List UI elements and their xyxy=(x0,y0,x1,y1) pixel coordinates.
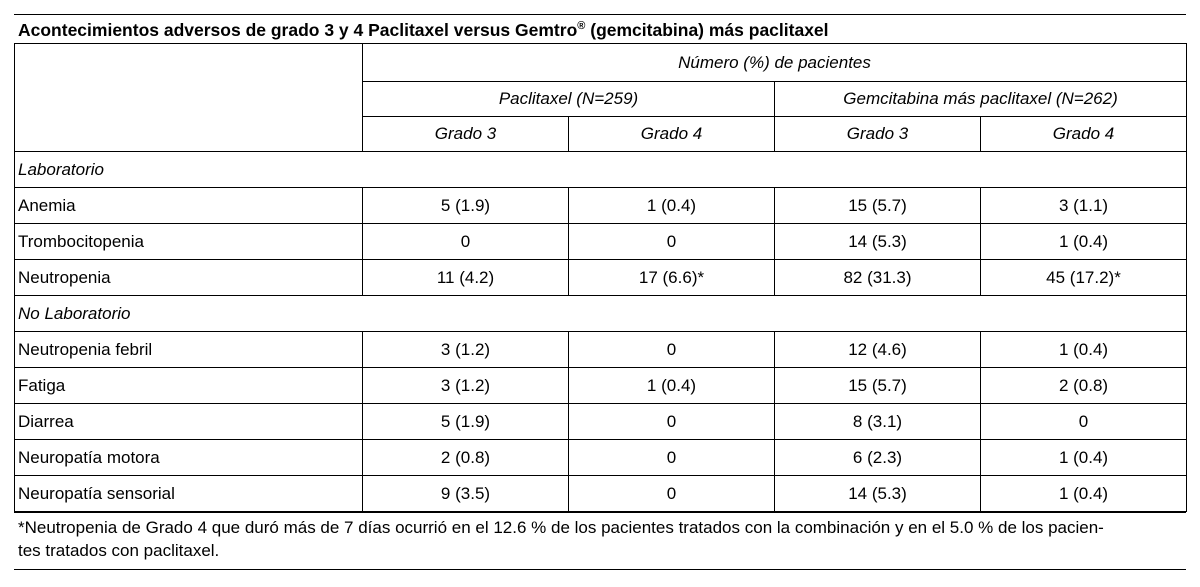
section-row xyxy=(15,152,1187,188)
value-cell: 1 (0.4) xyxy=(981,476,1187,512)
value-cell: 14 (5.3) xyxy=(775,476,981,512)
event-name: Neuropatía sensorial xyxy=(15,476,363,512)
value-cell: 2 (0.8) xyxy=(363,440,569,476)
title-main: Acontecimientos adversos de grado 3 y 4 Paclitaxel versus Gemtro xyxy=(18,20,578,40)
table-row xyxy=(15,404,1187,440)
table-row xyxy=(15,476,1187,512)
header-empty-cell xyxy=(15,44,363,152)
table-row xyxy=(15,224,1187,260)
value-cell: 0 xyxy=(363,224,569,260)
header-row-count xyxy=(15,44,1187,82)
registered-mark: ® xyxy=(577,20,586,33)
value-cell: 6 (2.3) xyxy=(775,440,981,476)
value-cell: 9 (3.5) xyxy=(363,476,569,512)
event-name: Diarrea xyxy=(15,404,363,440)
event-name: Neuropatía motora xyxy=(15,440,363,476)
number-label: Número (%) de pacientes xyxy=(363,44,1187,82)
value-cell: 1 (0.4) xyxy=(569,188,775,224)
value-cell: 2 (0.8) xyxy=(981,368,1187,404)
value-cell: 0 xyxy=(569,332,775,368)
value-cell: 1 (0.4) xyxy=(569,368,775,404)
table-row xyxy=(15,188,1187,224)
value-cell: 11 (4.2) xyxy=(363,260,569,296)
value-cell: 5 (1.9) xyxy=(363,188,569,224)
bottom-rule xyxy=(14,569,1186,570)
value-cell: 3 (1.1) xyxy=(981,188,1187,224)
title-rest: (gemcitabina) más paclitaxel xyxy=(585,20,829,40)
grade-header: Grado 3 xyxy=(775,117,981,152)
footnote-line-1: *Neutropenia de Grado 4 que duró más de 7 días ocurrió en el 12.6 % de los pacientes tratados con la combinación y en el 5.0 % de los pacien- xyxy=(18,518,1104,537)
table-row xyxy=(15,260,1187,296)
value-cell: 12 (4.6) xyxy=(775,332,981,368)
event-name: Neutropenia febril xyxy=(15,332,363,368)
value-cell: 15 (5.7) xyxy=(775,368,981,404)
table-title xyxy=(14,15,1186,43)
value-cell: 82 (31.3) xyxy=(775,260,981,296)
value-cell: 3 (1.2) xyxy=(363,368,569,404)
grade-header: Grado 4 xyxy=(981,117,1187,152)
value-cell: 1 (0.4) xyxy=(981,224,1187,260)
table-row xyxy=(15,368,1187,404)
value-cell: 1 (0.4) xyxy=(981,440,1187,476)
table-row xyxy=(15,440,1187,476)
value-cell: 8 (3.1) xyxy=(775,404,981,440)
group-gemcitabina-paclitaxel: Gemcitabina más paclitaxel (N=262) xyxy=(775,82,1187,117)
value-cell: 0 xyxy=(981,404,1187,440)
adverse-events-document xyxy=(14,14,1186,570)
section-row xyxy=(15,296,1187,332)
grade-header: Grado 4 xyxy=(569,117,775,152)
section-label: No Laboratorio xyxy=(15,296,1187,332)
value-cell: 17 (6.6)* xyxy=(569,260,775,296)
event-name: Trombocitopenia xyxy=(15,224,363,260)
event-name: Fatiga xyxy=(15,368,363,404)
value-cell: 0 xyxy=(569,476,775,512)
value-cell: 5 (1.9) xyxy=(363,404,569,440)
value-cell: 3 (1.2) xyxy=(363,332,569,368)
value-cell: 0 xyxy=(569,224,775,260)
value-cell: 15 (5.7) xyxy=(775,188,981,224)
value-cell: 45 (17.2)* xyxy=(981,260,1187,296)
value-cell: 14 (5.3) xyxy=(775,224,981,260)
grade-header: Grado 3 xyxy=(363,117,569,152)
group-paclitaxel: Paclitaxel (N=259) xyxy=(363,82,775,117)
footnote-line-2: tes tratados con paclitaxel. xyxy=(18,541,220,560)
footnote xyxy=(14,512,1186,564)
event-name: Anemia xyxy=(15,188,363,224)
value-cell: 0 xyxy=(569,404,775,440)
table-row xyxy=(15,332,1187,368)
value-cell: 0 xyxy=(569,440,775,476)
adverse-events-table xyxy=(14,43,1187,512)
section-label: Laboratorio xyxy=(15,152,1187,188)
event-name: Neutropenia xyxy=(15,260,363,296)
value-cell: 1 (0.4) xyxy=(981,332,1187,368)
